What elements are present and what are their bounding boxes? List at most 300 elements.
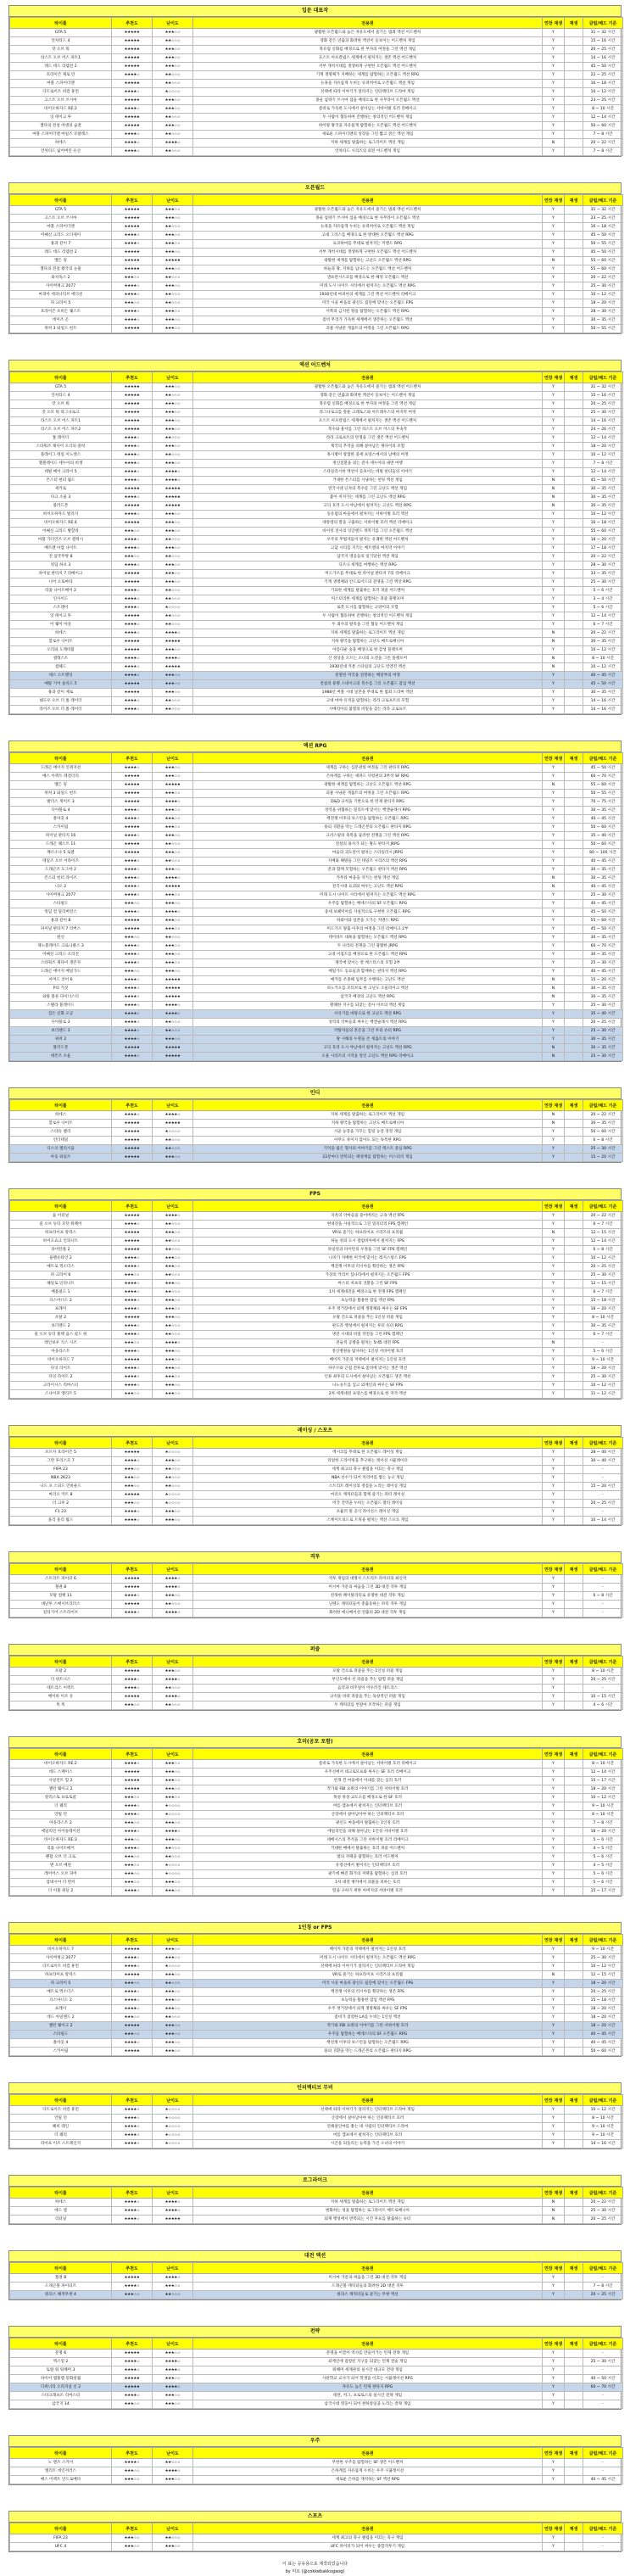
recommend-stars: ★★★☆☆ xyxy=(112,2014,153,2022)
game-table xyxy=(9,17,623,156)
playtime-cell: 6 ~ 7 시간 xyxy=(583,1331,623,1339)
table-row xyxy=(10,1997,623,2005)
recommend-stars: ★★★★☆ xyxy=(112,316,153,325)
table-header-row xyxy=(10,1749,623,1760)
section xyxy=(8,2435,622,2485)
column-header: 추천도 xyxy=(112,1749,153,1760)
game-table xyxy=(9,1200,623,1399)
table-row xyxy=(10,1288,623,1297)
title-cell: 제노블레이드 크로니클스 3 xyxy=(10,942,112,951)
difficulty-stars: ★★★★★ xyxy=(153,2216,193,2224)
table-row xyxy=(10,934,623,942)
extended-play-cell: Y xyxy=(543,1819,565,1828)
column-header: 연장 재생 xyxy=(543,1935,565,1946)
recommend-stars: ★★★★☆ xyxy=(112,1331,153,1339)
title-cell: 포탈 2 xyxy=(10,1314,112,1322)
title-cell: 라스트 오브 어스 파트2 xyxy=(10,426,112,434)
play-cell xyxy=(565,2014,583,2022)
table-row xyxy=(10,1794,623,1802)
recommend-stars: ★★★★☆ xyxy=(112,1036,153,1044)
difficulty-stars: ★★☆☆☆ xyxy=(153,595,193,604)
extended-play-cell: Y xyxy=(543,706,565,714)
extended-play-cell: N xyxy=(543,1053,565,1061)
column-header: 전용원 xyxy=(193,1564,543,1575)
column-header: 연장 재생 xyxy=(543,2188,565,2199)
play-cell xyxy=(565,798,583,807)
extended-play-cell: Y xyxy=(543,316,565,325)
difficulty-stars: ★★★★☆ xyxy=(153,1212,193,1221)
description-cell: 분열된 미국을 연결하는 배달부의 여정 xyxy=(193,672,543,680)
extended-play-cell: Y xyxy=(543,891,565,900)
playtime-cell: - xyxy=(583,1575,623,1584)
recommend-stars: ★★★★☆ xyxy=(112,1457,153,1466)
description-cell: 북유럽 신화를 배경으로 한 부자의 여정을 그린 액션 게임 xyxy=(193,400,543,409)
column-header: 타이틀 xyxy=(10,2188,112,2199)
title-cell: 언차티드 잃어버린 유산 xyxy=(10,148,112,156)
playtime-cell: - xyxy=(583,1685,623,1693)
difficulty-stars: ★★★★☆ xyxy=(153,1828,193,1836)
column-header: 전용원 xyxy=(193,1100,543,1111)
play-cell xyxy=(565,934,583,942)
description-cell: 아름다운 숲을 배경으로 한 감성 플랫포머 xyxy=(193,646,543,655)
extended-play-cell: Y xyxy=(543,2140,565,2149)
extended-play-cell: Y xyxy=(543,1128,565,1137)
recommend-stars: ★★★★★ xyxy=(112,223,153,232)
extended-play-cell: Y xyxy=(543,122,565,131)
title-cell: 바이오하자드 RE:2 xyxy=(10,105,112,114)
extended-play-cell: Y xyxy=(543,815,565,824)
difficulty-stars: ★★★☆☆ xyxy=(153,249,193,257)
playtime-cell: 10 ~ 12 시간 xyxy=(583,646,623,655)
title-cell: 헤일로 인피니트 xyxy=(10,1280,112,1288)
playtime-cell: 12 ~ 14 시간 xyxy=(583,612,623,621)
table-header-row xyxy=(10,1201,623,1212)
table-row xyxy=(10,2400,623,2409)
extended-play-cell: Y xyxy=(543,2358,565,2366)
description-cell: 메카를 조종해 임무를 수행하는 고난도 액션 xyxy=(193,976,543,985)
play-cell xyxy=(565,1466,583,1474)
difficulty-stars: ★★☆☆☆ xyxy=(153,553,193,562)
play-cell xyxy=(565,1154,583,1162)
playtime-cell: 50 ~ 60 시간 xyxy=(583,2048,623,2056)
play-cell xyxy=(565,434,583,443)
difficulty-stars: ★★★☆☆ xyxy=(153,1356,193,1365)
extended-play-cell: Y xyxy=(543,274,565,282)
play-cell xyxy=(565,1382,583,1390)
play-cell xyxy=(565,1483,583,1491)
difficulty-stars: ★★★☆☆ xyxy=(153,105,193,114)
description-cell: 좀비 무리가 가득한 세계에서 생존하는 오픈월드 액션 xyxy=(193,316,543,325)
extended-play-cell: Y xyxy=(543,1474,565,1483)
playtime-cell: 40 ~ 45 시간 xyxy=(583,858,623,866)
extended-play-cell: Y xyxy=(543,1685,565,1693)
title-cell: 니드 포 스피드 언바운드 xyxy=(10,1483,112,1491)
table-row xyxy=(10,383,623,392)
recommend-stars: ★★★★★ xyxy=(112,485,153,494)
playtime-cell: 9 ~ 10 시간 xyxy=(583,2123,623,2132)
description-cell: 흑사병이 창궐한 중세 프랑스에서의 남매의 여정 xyxy=(193,451,543,460)
column-header: 추천도 xyxy=(112,1935,153,1946)
recommend-stars: ★★★★☆ xyxy=(112,1508,153,1517)
column-header: 난이도 xyxy=(153,2188,193,2199)
table-row xyxy=(10,392,623,400)
title-cell: 노 맨즈 스카이 xyxy=(10,2459,112,2467)
title-cell: 아머드 코어 6 xyxy=(10,976,112,985)
difficulty-stars: ★★☆☆☆ xyxy=(153,2014,193,2022)
difficulty-stars: ★★★☆☆ xyxy=(153,917,193,925)
extended-play-cell: Y xyxy=(543,1879,565,1887)
table-row xyxy=(10,1254,623,1263)
title-cell: 마블 스파이더맨 xyxy=(10,223,112,232)
extended-play-cell: Y xyxy=(543,1954,565,1963)
description-cell: 화려한 애니메이션 연출의 2D 대전 격투 게임 xyxy=(193,1609,543,1618)
column-header: 추천도 xyxy=(112,2095,153,2106)
title-cell: 마피아 데피니티브 에디션 xyxy=(10,291,112,299)
description-cell: 리얼한 드라이빙을 추구하는 레이싱 시뮬레이터 xyxy=(193,1457,543,1466)
extended-play-cell: Y xyxy=(543,2283,565,2291)
table-header-row xyxy=(10,1100,623,1111)
extended-play-cell: Y xyxy=(543,824,565,832)
difficulty-stars: ★★★★☆ xyxy=(153,2358,193,2366)
table-row xyxy=(10,2005,623,2014)
table-row xyxy=(10,680,623,689)
column-header: 난이도 xyxy=(153,1438,193,1449)
playtime-cell: 40 ~ 45 시간 xyxy=(583,900,623,908)
extended-play-cell: Y xyxy=(543,536,565,545)
extended-play-cell: Y xyxy=(543,578,565,587)
difficulty-stars: ★★★★☆ xyxy=(153,1002,193,1010)
difficulty-stars: ★★★☆☆ xyxy=(153,232,193,240)
column-header: 연장 재생 xyxy=(543,195,565,206)
play-cell xyxy=(565,2358,583,2366)
playtime-cell: 10 ~ 12 시간 xyxy=(583,88,623,97)
column-header: 연장 재생 xyxy=(543,2095,565,2106)
playtime-cell: 20 ~ 25 시간 xyxy=(583,1263,623,1271)
play-cell xyxy=(565,468,583,477)
playtime-cell: 10 ~ 12 시간 xyxy=(583,1963,623,1971)
table-row xyxy=(10,2115,623,2123)
difficulty-stars: ★★☆☆☆ xyxy=(153,299,193,308)
table-row xyxy=(10,316,623,325)
column-header: 타이틀 xyxy=(10,1935,112,1946)
description-cell: 피노키오를 모티브로 한 고난도 소울라이크 액션 xyxy=(193,985,543,993)
description-cell: 딸을 구하기 위한 아버지의 서바이벌 호러 xyxy=(193,1887,543,1896)
description-cell: 테란, 저그, 프로토스의 실시간 전략 게임 xyxy=(193,2392,543,2400)
recommend-stars: ★★★★★ xyxy=(112,1120,153,1128)
title-cell: 언더테일 xyxy=(10,1137,112,1145)
playtime-cell: 20 ~ 25 시간 xyxy=(583,1988,623,1997)
difficulty-stars: ★★★☆☆ xyxy=(153,1508,193,1517)
recommend-stars: ★★★★★ xyxy=(112,2350,153,2358)
table-row xyxy=(10,1491,623,1500)
difficulty-stars: ★★☆☆☆ xyxy=(153,697,193,706)
title-cell: 라이즈 오브 더 툼 레이더 xyxy=(10,706,112,714)
title-cell: 아웃라스트 2 xyxy=(10,1819,112,1828)
difficulty-stars: ★★★☆☆ xyxy=(153,764,193,773)
recommend-stars: ★★★★☆ xyxy=(112,1305,153,1314)
section xyxy=(8,2511,622,2552)
table-row xyxy=(10,122,623,131)
table-row xyxy=(10,595,623,604)
play-cell xyxy=(565,832,583,841)
play-cell xyxy=(565,1575,583,1584)
description-cell: 지배와 해방을 그린 테일즈 시리즈의 액션 RPG xyxy=(193,858,543,866)
play-cell xyxy=(565,1356,583,1365)
column-header: 타이틀 xyxy=(10,1564,112,1575)
playtime-cell: - xyxy=(583,1491,623,1500)
section xyxy=(8,1188,622,1400)
title-cell: 파 크라이 5 xyxy=(10,299,112,308)
play-cell xyxy=(565,2115,583,2123)
description-cell: 두 사람이 협동하여 진행하는 창의적인 어드벤처 게임 xyxy=(193,114,543,122)
description-cell: 미드가르 탈출 이후의 여정을 그린 리메이크 2부 xyxy=(193,925,543,934)
playtime-cell: 20 ~ 25 시간 xyxy=(583,1500,623,1508)
title-cell: 언차티드 4 xyxy=(10,37,112,46)
extended-play-cell: Y xyxy=(543,2543,565,2551)
description-cell: 냉전 시대의 비밀 작전을 그린 FPS 캠페인 xyxy=(193,1331,543,1339)
recommend-stars: ★★★★★ xyxy=(112,2274,153,2283)
title-cell: 파 크라이 5 xyxy=(10,1980,112,1988)
play-cell xyxy=(565,1592,583,1601)
recommend-stars: ★★★★★ xyxy=(112,1971,153,1980)
playtime-cell: 12 ~ 14 시간 xyxy=(583,434,623,443)
title-cell: 스타듀 밸리 xyxy=(10,1128,112,1137)
play-cell xyxy=(565,148,583,156)
table-row xyxy=(10,1592,623,1601)
difficulty-stars: ★★☆☆☆ xyxy=(153,1601,193,1609)
extended-play-cell: Y xyxy=(543,325,565,333)
play-cell xyxy=(565,908,583,917)
extended-play-cell: Y xyxy=(543,249,565,257)
recommend-stars: ★★★☆☆ xyxy=(112,1836,153,1845)
difficulty-stars: ★★★★☆ xyxy=(153,2207,193,2216)
extended-play-cell: Y xyxy=(543,595,565,604)
table-row xyxy=(10,2392,623,2400)
title-cell: 에일리언 아이솔레이션 xyxy=(10,1828,112,1836)
column-header: 연장 재생 xyxy=(543,2523,565,2534)
title-cell: 어 웨이 아웃 xyxy=(10,621,112,629)
extended-play-cell: Y xyxy=(543,1212,565,1221)
playtime-cell: 10 ~ 12 시간 xyxy=(583,511,623,519)
extended-play-cell: Y xyxy=(543,2132,565,2140)
column-header: 클립/헤드 기준 xyxy=(583,1438,623,1449)
section xyxy=(8,1922,622,2057)
recommend-stars: ★★★★★ xyxy=(112,265,153,274)
title-cell: 사이버펑크 2077 xyxy=(10,1954,112,1963)
table-row xyxy=(10,1811,623,1819)
table-row xyxy=(10,63,623,71)
description-cell: 새로운 스파이더맨의 성장을 그린 짧고 굵은 액션 게임 xyxy=(193,131,543,139)
description-cell: 1차 대전 벙커에서 괴물을 피하는 호러 xyxy=(193,1879,543,1887)
recommend-stars: ★★★★☆ xyxy=(112,883,153,891)
table-header-row xyxy=(10,1564,623,1575)
play-cell xyxy=(565,485,583,494)
playtime-cell: 25 ~ 30 시간 xyxy=(583,409,623,417)
playtime-cell: 30 ~ 35 시간 xyxy=(583,993,623,1002)
title-cell: 디스아너드 2 xyxy=(10,1297,112,1305)
play-cell xyxy=(565,274,583,282)
column-header: 타이틀 xyxy=(10,1749,112,1760)
description-cell: 연쇄살인마를 쫓는 네 사람의 인터랙티브 드라마 xyxy=(193,2123,543,2132)
table-row xyxy=(10,1954,623,1963)
table-row xyxy=(10,409,623,417)
description-cell: 시골 농장을 가꾸는 힐링 농장 경영 게임 xyxy=(193,1128,543,1137)
table-row xyxy=(10,1238,623,1246)
playtime-cell: - xyxy=(583,2392,623,2400)
title-cell: 위쳐 3 와일드 헌트 xyxy=(10,790,112,798)
title-cell: 몬스터 헌터 월드 xyxy=(10,477,112,485)
extended-play-cell: N xyxy=(543,629,565,638)
extended-play-cell: Y xyxy=(543,1002,565,1010)
extended-play-cell: Y xyxy=(543,1845,565,1853)
play-cell xyxy=(565,122,583,131)
recommend-stars: ★★★★☆ xyxy=(112,2216,153,2224)
playtime-cell: 45 ~ 50 시간 xyxy=(583,908,623,917)
table-row xyxy=(10,131,623,139)
game-table xyxy=(9,2523,623,2551)
playtime-cell: 25 ~ 30 시간 xyxy=(583,1027,623,1036)
table-row xyxy=(10,900,623,908)
extended-play-cell: Y xyxy=(543,240,565,249)
difficulty-stars: ★★★☆☆ xyxy=(153,308,193,316)
play-cell xyxy=(565,1246,583,1254)
playtime-cell: 40 ~ 45 시간 xyxy=(583,2476,623,2484)
title-cell: 맨 오브 메단 xyxy=(10,1862,112,1870)
extended-play-cell: Y xyxy=(543,773,565,781)
play-cell xyxy=(565,1988,583,1997)
table-row xyxy=(10,1044,623,1053)
extended-play-cell: Y xyxy=(543,1280,565,1288)
description-cell: 아무도 죽이지 않아도 되는 독특한 RPG xyxy=(193,1137,543,1145)
recommend-stars: ★★★★★ xyxy=(112,841,153,849)
recommend-stars: ★★★☆☆ xyxy=(112,1466,153,1474)
play-cell xyxy=(565,2283,583,2291)
playtime-cell: 25 ~ 30 시간 xyxy=(583,1373,623,1382)
extended-play-cell: Y xyxy=(543,1390,565,1399)
play-cell xyxy=(565,815,583,824)
playtime-cell: 7 ~ 8 시간 xyxy=(583,460,623,468)
recommend-stars: ★★★☆☆ xyxy=(112,934,153,942)
table-row xyxy=(10,54,623,63)
playtime-cell: 30 ~ 35 시간 xyxy=(583,874,623,883)
description-cell: 안개 낀 마을에서 아내를 찾는 심리 호러 xyxy=(193,1777,543,1785)
difficulty-stars: ★★★☆☆ xyxy=(153,122,193,131)
extended-play-cell: N xyxy=(543,655,565,663)
description-cell: 세계 최고의 축구 클럽을 이끄는 축구 게임 xyxy=(193,2534,543,2543)
description-cell: 핵전쟁 이후의 보스턴을 탐험하는 오픈월드 RPG xyxy=(193,2039,543,2048)
play-cell xyxy=(565,54,583,63)
recommend-stars: ★★★★★ xyxy=(112,392,153,400)
play-cell xyxy=(565,1508,583,1517)
section xyxy=(8,1087,622,1163)
extended-play-cell: Y xyxy=(543,2022,565,2031)
description-cell: 포스트 아포칼립스 세계에서 펼쳐지는 생존 액션 어드벤처 xyxy=(193,417,543,426)
playtime-cell: 30 ~ 35 시간 xyxy=(583,951,623,959)
playtime-cell: 33 ~ 35 시간 xyxy=(583,570,623,578)
difficulty-stars: ★★★☆☆ xyxy=(153,824,193,832)
title-cell: 다잉 라이트 xyxy=(10,1365,112,1373)
extended-play-cell: N xyxy=(543,485,565,494)
section xyxy=(8,360,622,715)
difficulty-stars: ★★★☆☆ xyxy=(153,29,193,37)
column-header: 클립/헤드 기준 xyxy=(583,1564,623,1575)
recommend-stars: ★★★★★ xyxy=(112,2022,153,2031)
title-cell: 바이오하자드 7 xyxy=(10,1356,112,1365)
title-cell: 마리오 카트 8 xyxy=(10,1491,112,1500)
play-cell xyxy=(565,1263,583,1271)
play-cell xyxy=(565,959,583,968)
recommend-stars: ★★★★☆ xyxy=(112,308,153,316)
difficulty-stars: ★★★☆☆ xyxy=(153,2022,193,2031)
play-cell xyxy=(565,215,583,223)
title-cell: 테트리스 이펙트 xyxy=(10,1685,112,1693)
playtime-cell: 5 ~ 6 시간 xyxy=(583,1348,623,1356)
playtime-cell: 6 ~ 7 시간 xyxy=(583,1221,623,1229)
description-cell: 기묘한 세계를 탈출하는 호러 퍼즐 어드벤처 xyxy=(193,587,543,595)
recommend-stars: ★★★★★ xyxy=(112,114,153,122)
title-cell: 사이버펑크 2077 xyxy=(10,891,112,900)
description-cell: 용의 귀환을 막는 드래곤본의 오픈월드 판타지 RPG xyxy=(193,2048,543,2056)
title-cell: 엘든 링 xyxy=(10,781,112,790)
title-cell: 하프라이프 알릭스 xyxy=(10,1229,112,1238)
recommend-stars: ★★★☆☆ xyxy=(112,1794,153,1802)
difficulty-stars: ★★☆☆☆ xyxy=(153,612,193,621)
table-row xyxy=(10,460,623,468)
title-cell: 바이오하자드 7 xyxy=(10,1946,112,1954)
difficulty-stars: ★☆☆☆☆ xyxy=(153,88,193,97)
table-row xyxy=(10,629,623,638)
recommend-stars: ★★★★☆ xyxy=(112,587,153,595)
section xyxy=(8,2250,622,2300)
section-title: 오픈월드 xyxy=(9,183,621,194)
playtime-cell: - xyxy=(583,1474,623,1483)
recommend-stars: ★★★★★ xyxy=(112,1154,153,1162)
table-row xyxy=(10,468,623,477)
table-row xyxy=(10,815,623,824)
difficulty-stars: ★★☆☆☆ xyxy=(153,587,193,595)
title-cell: 라스트 오브 어스 파트1 xyxy=(10,54,112,63)
play-cell xyxy=(565,841,583,849)
title-cell: 디아블로 3 xyxy=(10,1019,112,1027)
recommend-stars: ★★★★☆ xyxy=(112,1263,153,1271)
table-row xyxy=(10,545,623,553)
title-cell: 어쌔신 크리드 발할라 xyxy=(10,528,112,536)
extended-play-cell: Y xyxy=(543,1802,565,1811)
difficulty-stars: ★★★☆☆ xyxy=(153,1517,193,1525)
game-table xyxy=(9,1563,623,1618)
recommend-stars: ★★★★☆ xyxy=(112,1053,153,1061)
difficulty-stars: ★★☆☆☆ xyxy=(153,1980,193,1988)
column-header: 난이도 xyxy=(153,1657,193,1668)
title-cell: 파이널 판타지 7 리버스 xyxy=(10,925,112,934)
description-cell: 스케이트보드로 트릭을 펼치는 액션 스포츠 게임 xyxy=(193,1517,543,1525)
description-cell: 핵전쟁 이후의 보스턴을 탐험하는 오픈월드 RPG xyxy=(193,815,543,824)
extended-play-cell: Y xyxy=(543,1828,565,1836)
play-cell xyxy=(565,562,583,570)
playtime-cell: - xyxy=(583,2350,623,2358)
description-cell: 좀비로 가득한 도시에서 살아남는 서바이벌 호러 리메이크 xyxy=(193,105,543,114)
difficulty-stars: ★★☆☆☆ xyxy=(153,274,193,282)
description-cell: 하늘과 땅, 지하를 넘나드는 오픈월드 액션 어드벤처 xyxy=(193,265,543,274)
extended-play-cell: Y xyxy=(543,392,565,400)
play-cell xyxy=(565,1811,583,1819)
extended-play-cell: Y xyxy=(543,545,565,553)
description-cell: 외계 행성에서 반복되는 시간 루프를 탈출하는 슈터 xyxy=(193,2216,543,2224)
extended-play-cell: Y xyxy=(543,265,565,274)
playtime-cell: 28 ~ 40 시간 xyxy=(583,1449,623,1457)
table-row xyxy=(10,114,623,122)
difficulty-stars: ★★★☆☆ xyxy=(153,1297,193,1305)
